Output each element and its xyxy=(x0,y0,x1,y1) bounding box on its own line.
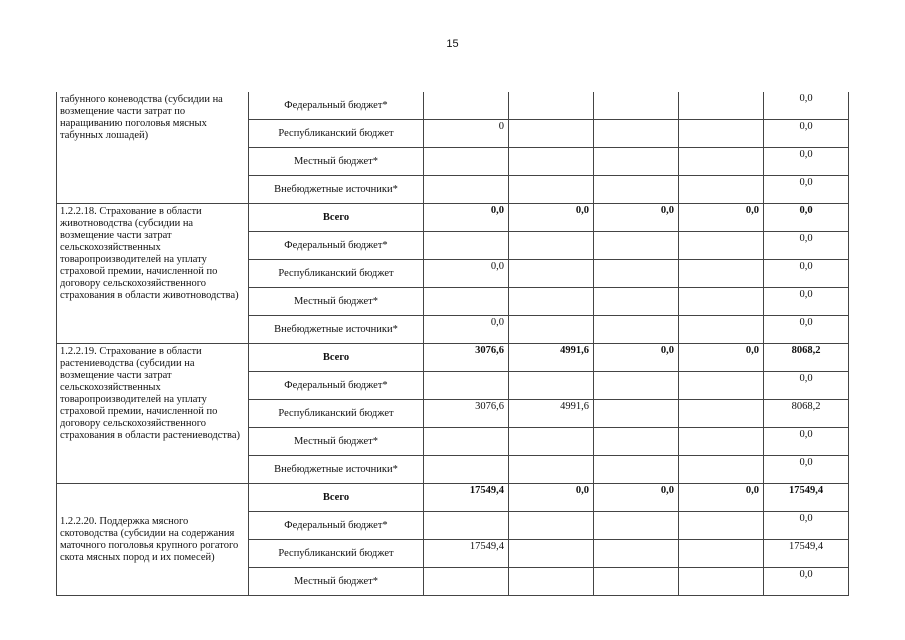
year-value-1: 0,0 xyxy=(424,316,509,344)
year-value-2 xyxy=(509,372,594,400)
year-value-3 xyxy=(594,316,679,344)
year-value-2: 4991,6 xyxy=(509,400,594,428)
total-value: 0,0 xyxy=(764,120,849,148)
page-number: 15 xyxy=(446,38,459,50)
funding-source: Всего xyxy=(249,204,424,232)
total-value: 0,0 xyxy=(764,260,849,288)
funding-source: Всего xyxy=(249,484,424,512)
funding-source: Местный бюджет* xyxy=(249,148,424,176)
year-value-4: 0,0 xyxy=(679,344,764,372)
year-value-2 xyxy=(509,232,594,260)
measure-name: 1.2.2.20. Поддержка мясного скотоводства (субсидии на содержания маточного поголовья крупного рогатого скота мясных пород и их помесей) xyxy=(57,484,249,596)
funding-source: Республиканский бюджет xyxy=(249,260,424,288)
year-value-3 xyxy=(594,456,679,484)
table-row xyxy=(57,344,849,372)
year-value-2 xyxy=(509,92,594,120)
total-value: 0,0 xyxy=(764,372,849,400)
year-value-2 xyxy=(509,428,594,456)
funding-source: Федеральный бюджет* xyxy=(249,232,424,260)
year-value-3 xyxy=(594,148,679,176)
year-value-1: 0 xyxy=(424,120,509,148)
year-value-1 xyxy=(424,176,509,204)
year-value-3 xyxy=(594,400,679,428)
total-value: 8068,2 xyxy=(764,400,849,428)
total-value: 17549,4 xyxy=(764,484,849,512)
funding-source: Внебюджетные источники* xyxy=(249,456,424,484)
total-value: 0,0 xyxy=(764,288,849,316)
funding-source: Всего xyxy=(249,344,424,372)
year-value-1 xyxy=(424,456,509,484)
year-value-1: 3076,6 xyxy=(424,344,509,372)
year-value-4 xyxy=(679,120,764,148)
table-row xyxy=(57,92,849,120)
funding-source: Внебюджетные источники* xyxy=(249,316,424,344)
year-value-2 xyxy=(509,120,594,148)
funding-source: Республиканский бюджет xyxy=(249,400,424,428)
year-value-4 xyxy=(679,316,764,344)
year-value-2: 0,0 xyxy=(509,484,594,512)
year-value-3 xyxy=(594,176,679,204)
funding-source: Местный бюджет* xyxy=(249,568,424,596)
total-value: 0,0 xyxy=(764,428,849,456)
total-value: 0,0 xyxy=(764,568,849,596)
year-value-1 xyxy=(424,92,509,120)
year-value-4 xyxy=(679,512,764,540)
year-value-4 xyxy=(679,260,764,288)
year-value-2: 4991,6 xyxy=(509,344,594,372)
table-row xyxy=(57,484,849,512)
year-value-3 xyxy=(594,260,679,288)
year-value-3 xyxy=(594,540,679,568)
year-value-4 xyxy=(679,540,764,568)
year-value-2 xyxy=(509,260,594,288)
year-value-1 xyxy=(424,428,509,456)
year-value-4: 0,0 xyxy=(679,204,764,232)
total-value: 17549,4 xyxy=(764,540,849,568)
year-value-1 xyxy=(424,568,509,596)
year-value-2 xyxy=(509,148,594,176)
funding-source: Республиканский бюджет xyxy=(249,120,424,148)
funding-source: Республиканский бюджет xyxy=(249,540,424,568)
year-value-4 xyxy=(679,568,764,596)
measure-name: табунного коневодства (субсидии на возмещение части затрат по наращиванию поголовья мясных табунных лошадей) xyxy=(57,92,249,204)
year-value-4 xyxy=(679,288,764,316)
year-value-1: 17549,4 xyxy=(424,540,509,568)
year-value-4 xyxy=(679,176,764,204)
year-value-1: 0,0 xyxy=(424,260,509,288)
budget-table xyxy=(56,92,849,596)
total-value: 0,0 xyxy=(764,204,849,232)
year-value-1: 0,0 xyxy=(424,204,509,232)
year-value-3 xyxy=(594,568,679,596)
year-value-3 xyxy=(594,92,679,120)
funding-source: Федеральный бюджет* xyxy=(249,372,424,400)
funding-source: Местный бюджет* xyxy=(249,428,424,456)
year-value-3: 0,0 xyxy=(594,204,679,232)
year-value-1 xyxy=(424,288,509,316)
year-value-4 xyxy=(679,400,764,428)
year-value-3 xyxy=(594,372,679,400)
year-value-2 xyxy=(509,176,594,204)
measure-name: 1.2.2.18. Страхование в области животноводства (субсидии на возмещение части затрат сельскохозяйственных товаропроизводителей на уплату страховой премии, начисленной по договору сельскохозяйственного страхования в области животноводства) xyxy=(57,204,249,344)
total-value: 0,0 xyxy=(764,316,849,344)
year-value-4 xyxy=(679,92,764,120)
year-value-2 xyxy=(509,568,594,596)
year-value-2 xyxy=(509,512,594,540)
year-value-1 xyxy=(424,232,509,260)
year-value-2 xyxy=(509,540,594,568)
funding-source: Внебюджетные источники* xyxy=(249,176,424,204)
funding-source: Местный бюджет* xyxy=(249,288,424,316)
total-value: 0,0 xyxy=(764,92,849,120)
total-value: 0,0 xyxy=(764,148,849,176)
year-value-4 xyxy=(679,372,764,400)
year-value-1 xyxy=(424,512,509,540)
year-value-1 xyxy=(424,148,509,176)
measure-name: 1.2.2.19. Страхование в области растениеводства (субсидии на возмещение части затрат сельскохозяйственных товаропроизводителей на уплату страховой премии, начисленной по договору сельскохозяйственного страхования в области растениеводства) xyxy=(57,344,249,484)
year-value-4 xyxy=(679,456,764,484)
total-value: 0,0 xyxy=(764,456,849,484)
year-value-2 xyxy=(509,316,594,344)
year-value-2 xyxy=(509,288,594,316)
year-value-1 xyxy=(424,372,509,400)
total-value: 0,0 xyxy=(764,232,849,260)
year-value-4 xyxy=(679,428,764,456)
funding-source: Федеральный бюджет* xyxy=(249,92,424,120)
year-value-3: 0,0 xyxy=(594,344,679,372)
year-value-3 xyxy=(594,428,679,456)
funding-source: Федеральный бюджет* xyxy=(249,512,424,540)
year-value-1: 3076,6 xyxy=(424,400,509,428)
budget-table-body xyxy=(57,92,849,596)
table-row xyxy=(57,204,849,232)
total-value: 0,0 xyxy=(764,176,849,204)
total-value: 0,0 xyxy=(764,512,849,540)
year-value-3 xyxy=(594,232,679,260)
total-value: 8068,2 xyxy=(764,344,849,372)
year-value-1: 17549,4 xyxy=(424,484,509,512)
year-value-4: 0,0 xyxy=(679,484,764,512)
year-value-3 xyxy=(594,288,679,316)
year-value-3 xyxy=(594,120,679,148)
year-value-3 xyxy=(594,512,679,540)
year-value-4 xyxy=(679,232,764,260)
year-value-4 xyxy=(679,148,764,176)
year-value-2: 0,0 xyxy=(509,204,594,232)
year-value-3: 0,0 xyxy=(594,484,679,512)
year-value-2 xyxy=(509,456,594,484)
